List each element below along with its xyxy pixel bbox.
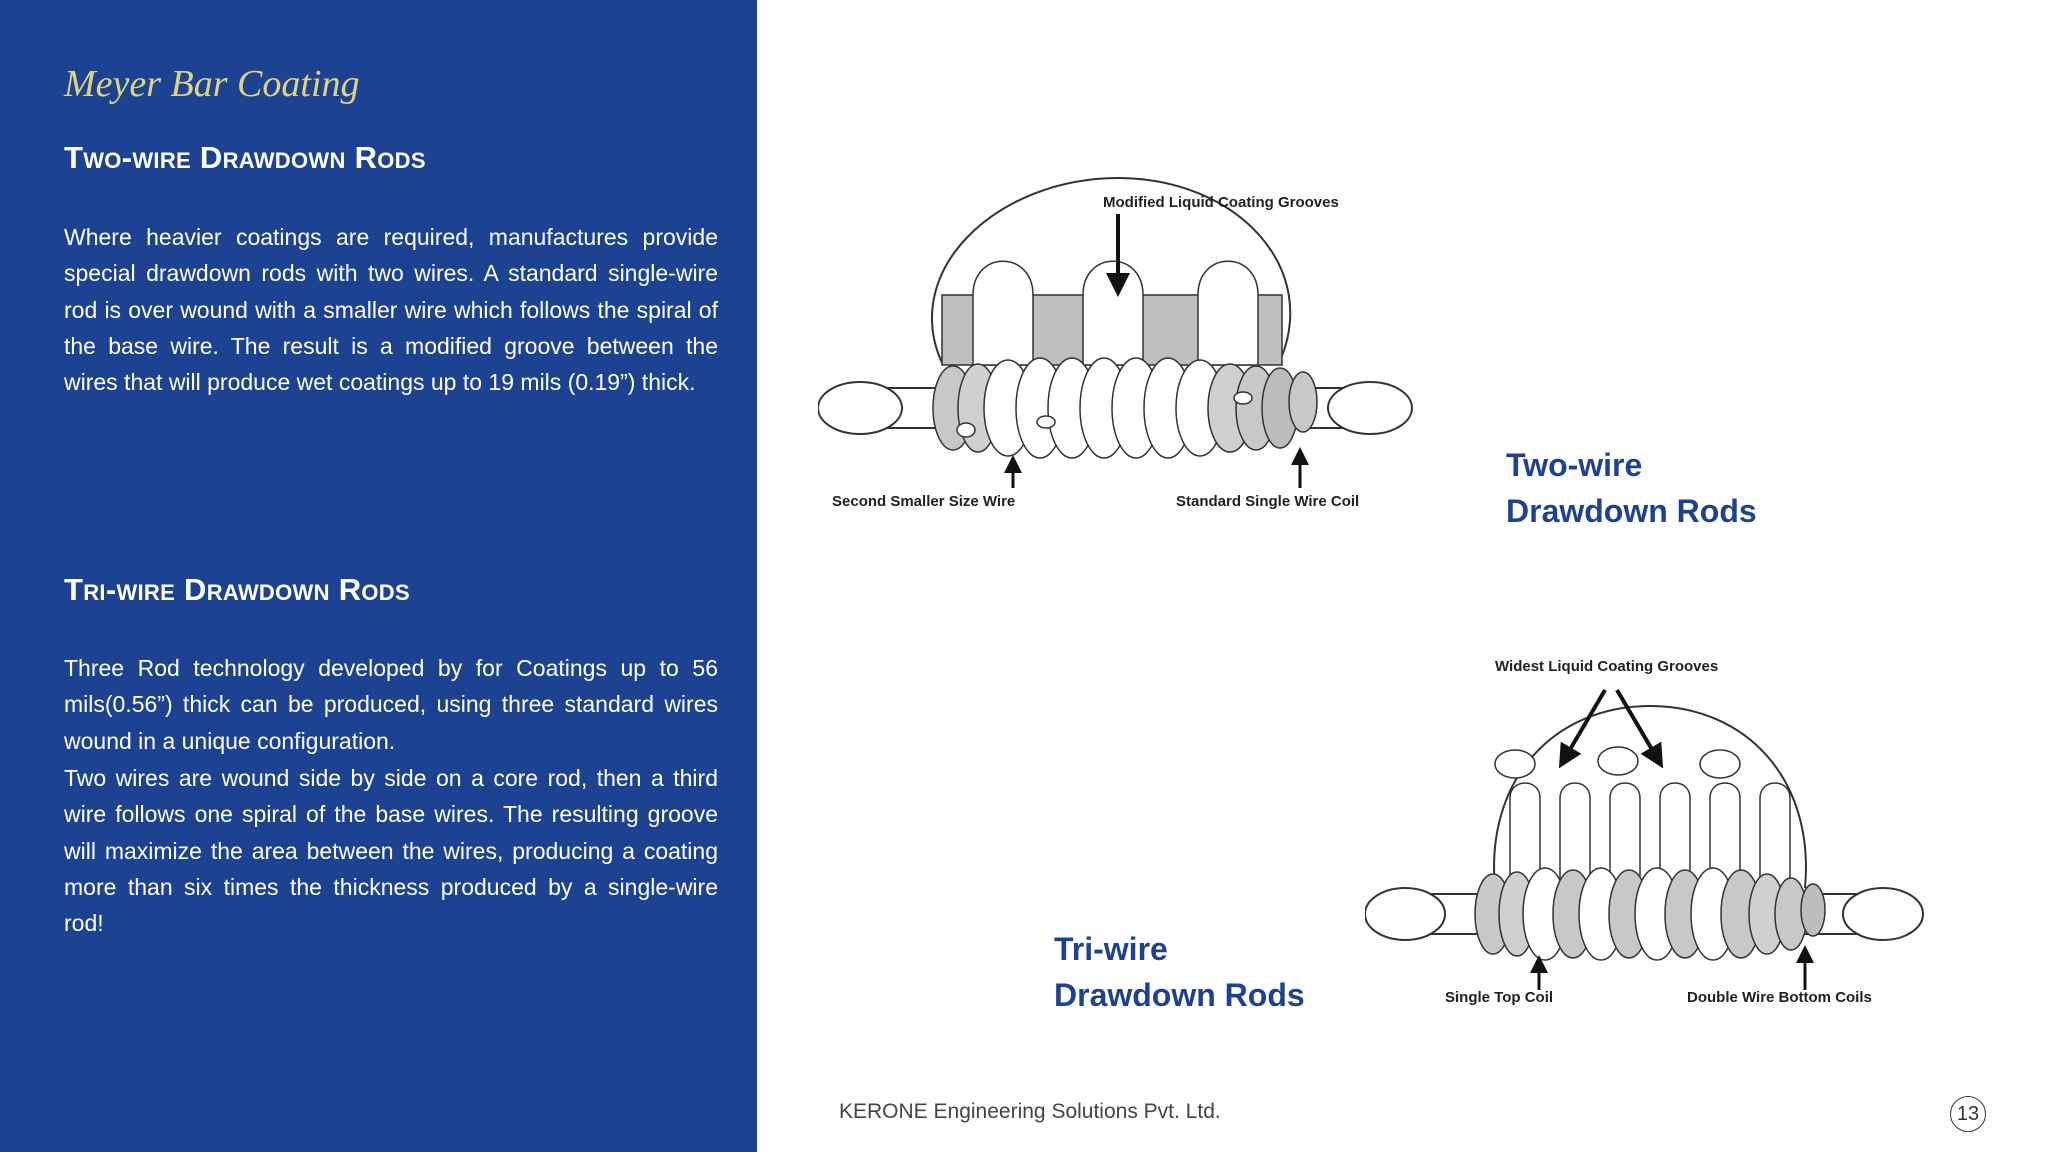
page-number: 13 (1950, 1096, 1986, 1132)
label-widest-grooves: Widest Liquid Coating Grooves (1495, 658, 1719, 675)
two-wire-heading: Two-wire Drawdown Rods (64, 140, 426, 175)
two-wire-caption-line1: Two-wire (1506, 447, 1643, 483)
label-second-wire: Second Smaller Size Wire (832, 493, 1016, 510)
label-standard-coil: Standard Single Wire Coil (1176, 493, 1360, 510)
tri-wire-heading: Tri-wire Drawdown Rods (64, 572, 410, 607)
coating-bubble (1494, 706, 1806, 888)
tri-wire-caption (1054, 926, 1305, 1018)
tri-wire-paragraph-1: Three Rod technology developed by for Coatings up to 56 mils(0.56”) thick can be produced, using three standard wires wound in a unique configuration. (64, 655, 718, 754)
two-wire-rod-diagram (818, 170, 1418, 515)
label-single-top-coil: Single Top Coil (1445, 989, 1554, 1006)
left-text-panel (0, 0, 757, 1152)
two-wire-caption-line2: Drawdown Rods (1506, 493, 1757, 529)
two-wire-caption (1506, 442, 1757, 534)
wire-coils (1475, 868, 1825, 960)
tri-wire-paragraph-2: Two wires are wound side by side on a core rod, then a third wire follows one spiral of the base wires. The resulting groove will maximize the area between the wires, producing a coating more than six times the thickness produced by a single-wire rod! (64, 765, 718, 937)
tri-wire-caption-line1: Tri-wire (1054, 931, 1168, 967)
base-wire-coils (933, 358, 1317, 458)
document-title: Meyer Bar Coating (64, 63, 360, 105)
tri-wire-caption-line2: Drawdown Rods (1054, 977, 1305, 1013)
label-modified-grooves: Modified Liquid Coating Grooves (1103, 194, 1339, 211)
two-wire-paragraph: Where heavier coatings are required, manufactures provide special drawdown rods with two wires. A standard single-wire rod is over wound with a smaller wire which follows the spiral of the base wire. The result is a modified groove between the wires that will produce wet coatings up to 19 mils (0.19”) thick. (64, 224, 718, 396)
label-double-wire-coils: Double Wire Bottom Coils (1687, 989, 1872, 1006)
footer-company: KERONE Engineering Solutions Pvt. Ltd. (839, 1100, 1221, 1123)
tri-wire-rod-diagram (1365, 648, 1925, 1018)
